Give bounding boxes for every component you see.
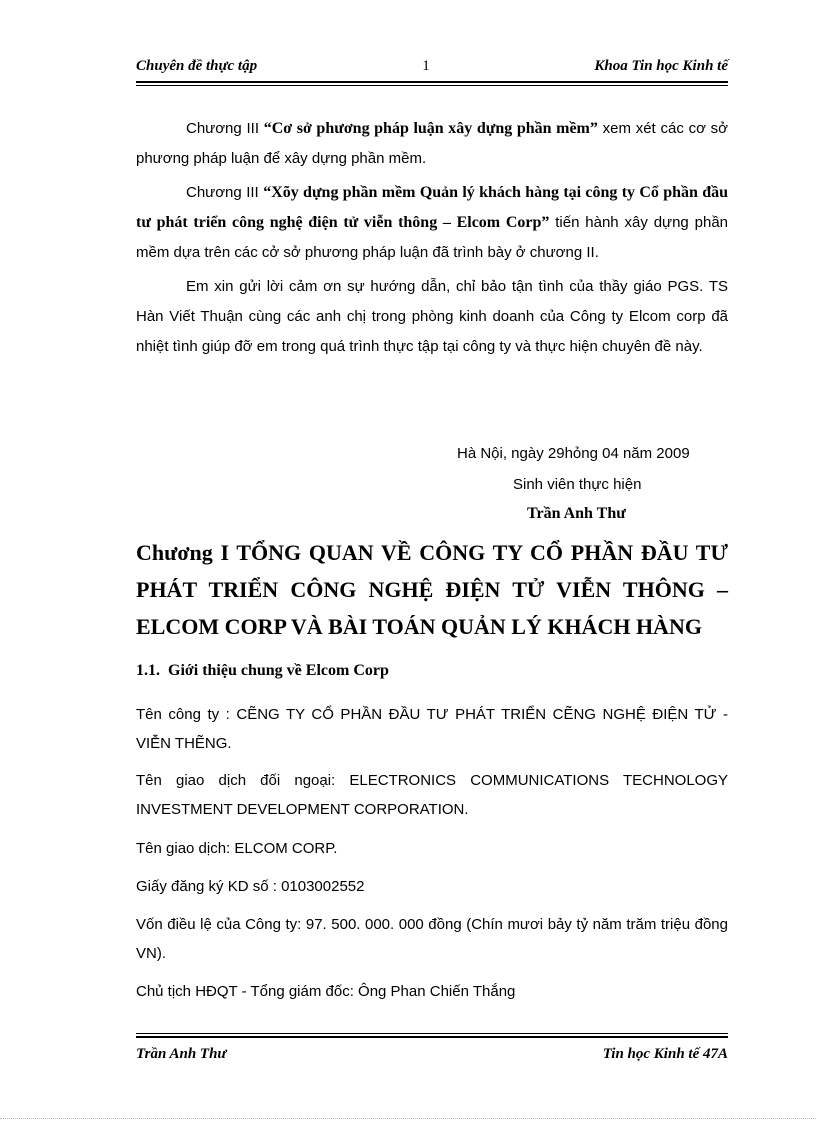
- company-capital: Vốn điều lệ của Công ty: 97. 500. 000. 000 đồng (Chín mươi bảy tỷ năm trăm triệu đồng VN).: [136, 916, 728, 962]
- header-rule: [136, 81, 728, 83]
- p1-prefix: Chương III: [186, 120, 264, 137]
- signature-role: Sinh viên thực hiện: [513, 476, 642, 493]
- p2-bold-title: “Xõy dựng phần mềm Quản lý khách hàng tại công ty Cổ phần đầu tư phát triển công nghệ điện tử viễn thông – Elcom Corp”: [136, 184, 728, 231]
- p2-prefix: Chương III: [186, 184, 264, 201]
- intro-body: [136, 114, 728, 366]
- footer-right-text: Tin học Kinh tế 47A: [602, 1046, 728, 1062]
- company-name: Tên công ty : CẼNG TY CỔ PHẦN ĐẦU TƯ PHÁT TRIỂN CẼNG NGHỆ ĐIỆN TỬ - VIỄN THẼNG.: [136, 706, 728, 752]
- signature-name: Trần Anh Thư: [527, 505, 626, 522]
- p1-suffix: xem xét các cơ sở phương pháp luận để xây dựng phần mềm.: [136, 120, 728, 167]
- signature-date: Hà Nội, ngày 29hỏng 04 năm 2009: [457, 445, 690, 462]
- p1-bold-title: “Cơ sở phương pháp luận xây dựng phần mềm”: [263, 120, 598, 137]
- page-footer: [136, 1046, 728, 1068]
- p2-suffix: tiến hành xây dựng phần mềm dựa trên các cở sở phương pháp luận đã trình bày ở chương II.: [136, 214, 728, 261]
- page-header: [136, 58, 728, 80]
- paragraph-chapter-2-summary: [136, 114, 728, 174]
- chapter-title: Chương I TỔNG QUAN VỀ CÔNG TY CỔ PHẦN ĐẦU TƯ PHÁT TRIỂN CÔNG NGHỆ ĐIỆN TỬ VIỄN THÔNG – ELCOM CORP VÀ BÀI TOÁN QUẢN LÝ KHÁCH HÀNG: [136, 540, 728, 639]
- paragraph-chapter-3-summary: [136, 178, 728, 268]
- section-title: Giới thiệu chung về Elcom Corp: [168, 662, 389, 679]
- company-license: Giấy đăng ký KD số : 0103002552: [136, 878, 365, 895]
- page-number: 1: [422, 58, 430, 74]
- company-trade-name: Tên giao dịch: ELCOM CORP.: [136, 840, 338, 857]
- section-number: 1.1.: [136, 662, 160, 679]
- paragraph-acknowledgement: Em xin gửi lời cảm ơn sự hướng dẫn, chỉ bảo tận tình của thầy giáo PGS. TS Hàn Viết Thuận cùng các anh chị trong phòng kinh doanh của Công ty Elcom corp đã nhiệt tình giúp đỡ em trong quá trình thực tập tại công ty và thực hiện chuyên đề này.: [136, 278, 728, 355]
- footer-left-text: Trần Anh Thư: [136, 1046, 227, 1062]
- header-left-text: Chuyên đề thực tập: [136, 58, 258, 74]
- section-heading: [136, 662, 389, 680]
- footer-rule: [136, 1036, 728, 1038]
- page-boundary: [0, 1118, 816, 1120]
- header-rule-thin: [136, 85, 728, 86]
- header-right-text: Khoa Tin học Kinh tế: [594, 58, 728, 74]
- company-chairman: Chủ tịch HĐQT - Tổng giám đốc: Ông Phan Chiến Thắng: [136, 983, 516, 1000]
- company-foreign-name: Tên giao dịch đối ngoại: ELECTRONICS COMMUNICATIONS TECHNOLOGY INVESTMENT DEVELOPMENT CORPORATION.: [136, 772, 728, 818]
- footer-rule-thin: [136, 1033, 728, 1034]
